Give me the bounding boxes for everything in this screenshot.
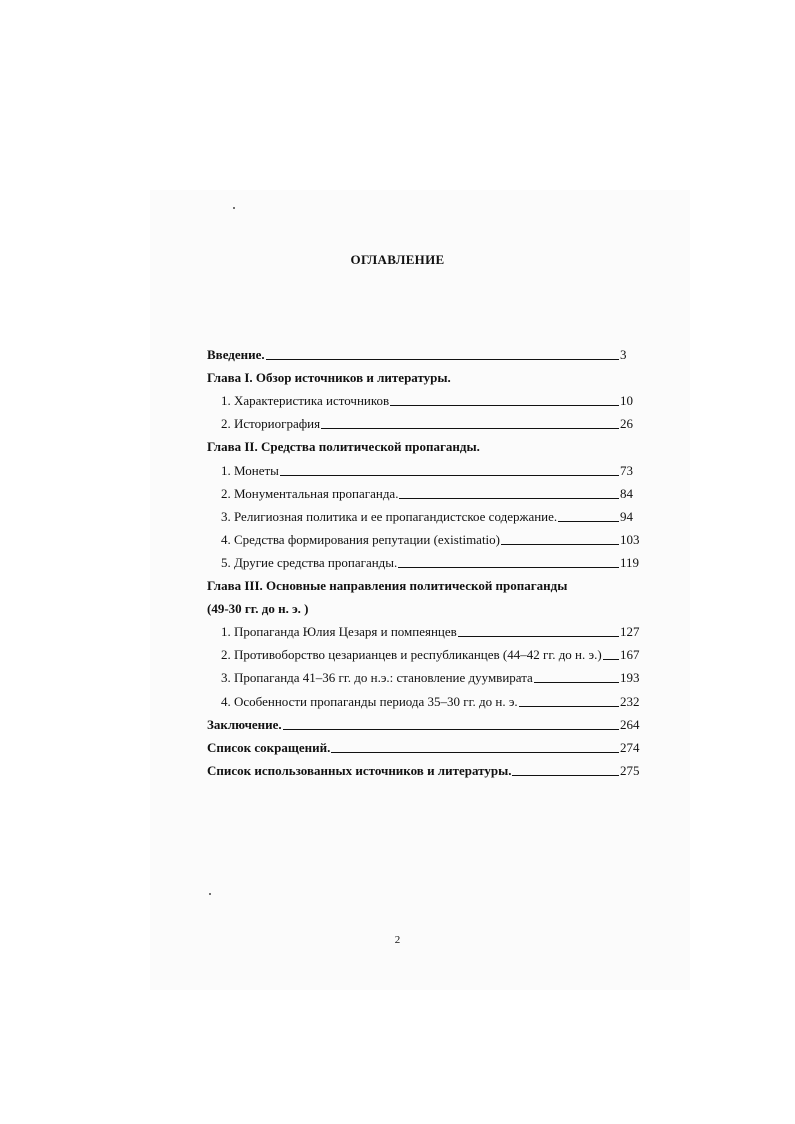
toc-entry-label: 2. Противоборство цезарианцев и республиканцев (44–42 гг. до н. э.)	[221, 647, 602, 663]
scan-speck	[209, 893, 211, 895]
toc-entry	[207, 688, 642, 711]
toc-entry	[207, 550, 642, 573]
toc-entry-label: 3. Религиозная политика и ее пропагандистское содержание.	[221, 508, 558, 524]
table-of-contents	[207, 342, 642, 781]
toc-entry	[207, 642, 642, 665]
toc-entry	[207, 342, 642, 365]
toc-entry-page: 119	[620, 554, 640, 570]
toc-entry-page: 264	[620, 716, 640, 732]
toc-entry-page: 167	[620, 647, 640, 663]
toc-entry	[207, 573, 642, 596]
toc-leader-line	[519, 706, 619, 707]
toc-entry-page: 193	[620, 670, 640, 686]
toc-entry-label: Список сокращений.	[207, 739, 331, 755]
toc-entry	[207, 434, 642, 457]
toc-entry	[207, 411, 642, 434]
toc-leader-line	[266, 359, 619, 360]
toc-entry-label: 3. Пропаганда 41–36 гг. до н.э.: становление дуумвирата	[221, 670, 533, 686]
toc-leader-line	[331, 752, 619, 753]
toc-entry-page: 3	[620, 347, 627, 363]
toc-leader-line	[512, 775, 619, 776]
toc-entry-page: 127	[620, 624, 640, 640]
toc-entry-label: Введение.	[207, 347, 265, 363]
toc-entry	[207, 712, 642, 735]
toc-entry	[207, 457, 642, 480]
toc-entry-label: 4. Средства формирования репутации (existimatio)	[221, 531, 500, 547]
toc-entry-page: 232	[620, 693, 640, 709]
page-number: 2	[394, 934, 401, 946]
toc-entry-label: Глава II. Средства политической пропаганды.	[207, 439, 480, 455]
toc-entry	[207, 758, 642, 781]
toc-entry-label: 5. Другие средства пропаганды.	[221, 554, 398, 570]
toc-leader-line	[399, 498, 619, 499]
toc-leader-line	[280, 475, 619, 476]
toc-entry-label: Заключение.	[207, 716, 282, 732]
toc-entry	[207, 365, 642, 388]
toc-leader-line	[321, 428, 619, 429]
toc-entry	[207, 619, 642, 642]
toc-entry-label: 4. Особенности пропаганды периода 35–30 гг. до н. э.	[221, 693, 518, 709]
toc-entry-label: Глава III. Основные направления политической пропаганды	[207, 578, 568, 594]
toc-leader-line	[390, 405, 619, 406]
toc-entry-label: 1. Монеты	[221, 462, 279, 478]
toc-entry-page: 73	[620, 462, 633, 478]
toc-leader-line	[534, 682, 619, 683]
toc-entry	[207, 596, 642, 619]
toc-entry-label: 2. Историография	[221, 416, 321, 432]
toc-entry-label: Список использованных источников и литературы.	[207, 762, 512, 778]
toc-entry-page: 275	[620, 762, 640, 778]
toc-entry-page: 274	[620, 739, 640, 755]
toc-leader-line	[283, 729, 619, 730]
toc-entry-page: 10	[620, 393, 633, 409]
toc-entry-label: 1. Пропаганда Юлия Цезаря и помпеянцев	[221, 624, 457, 640]
toc-entry-page: 84	[620, 485, 633, 501]
toc-leader-line	[603, 659, 619, 660]
toc-entry	[207, 735, 642, 758]
toc-entry-page: 26	[620, 416, 633, 432]
toc-entry-page: 103	[620, 531, 640, 547]
toc-entry-page: 94	[620, 508, 633, 524]
toc-entry	[207, 527, 642, 550]
scan-speck	[233, 207, 235, 209]
toc-title: ОГЛАВЛЕНИЕ	[350, 252, 445, 267]
toc-leader-line	[398, 567, 619, 568]
toc-entry	[207, 504, 642, 527]
toc-entry-label: 2. Монументальная пропаганда.	[221, 485, 399, 501]
toc-entry	[207, 665, 642, 688]
toc-entry-label: 1. Характеристика источников	[221, 393, 390, 409]
toc-leader-line	[501, 544, 619, 545]
toc-entry-label: (49-30 гг. до н. э. )	[207, 601, 309, 617]
toc-leader-line	[558, 521, 619, 522]
toc-entry-label: Глава I. Обзор источников и литературы.	[207, 370, 451, 386]
toc-entry	[207, 481, 642, 504]
toc-entry	[207, 388, 642, 411]
toc-leader-line	[458, 636, 619, 637]
